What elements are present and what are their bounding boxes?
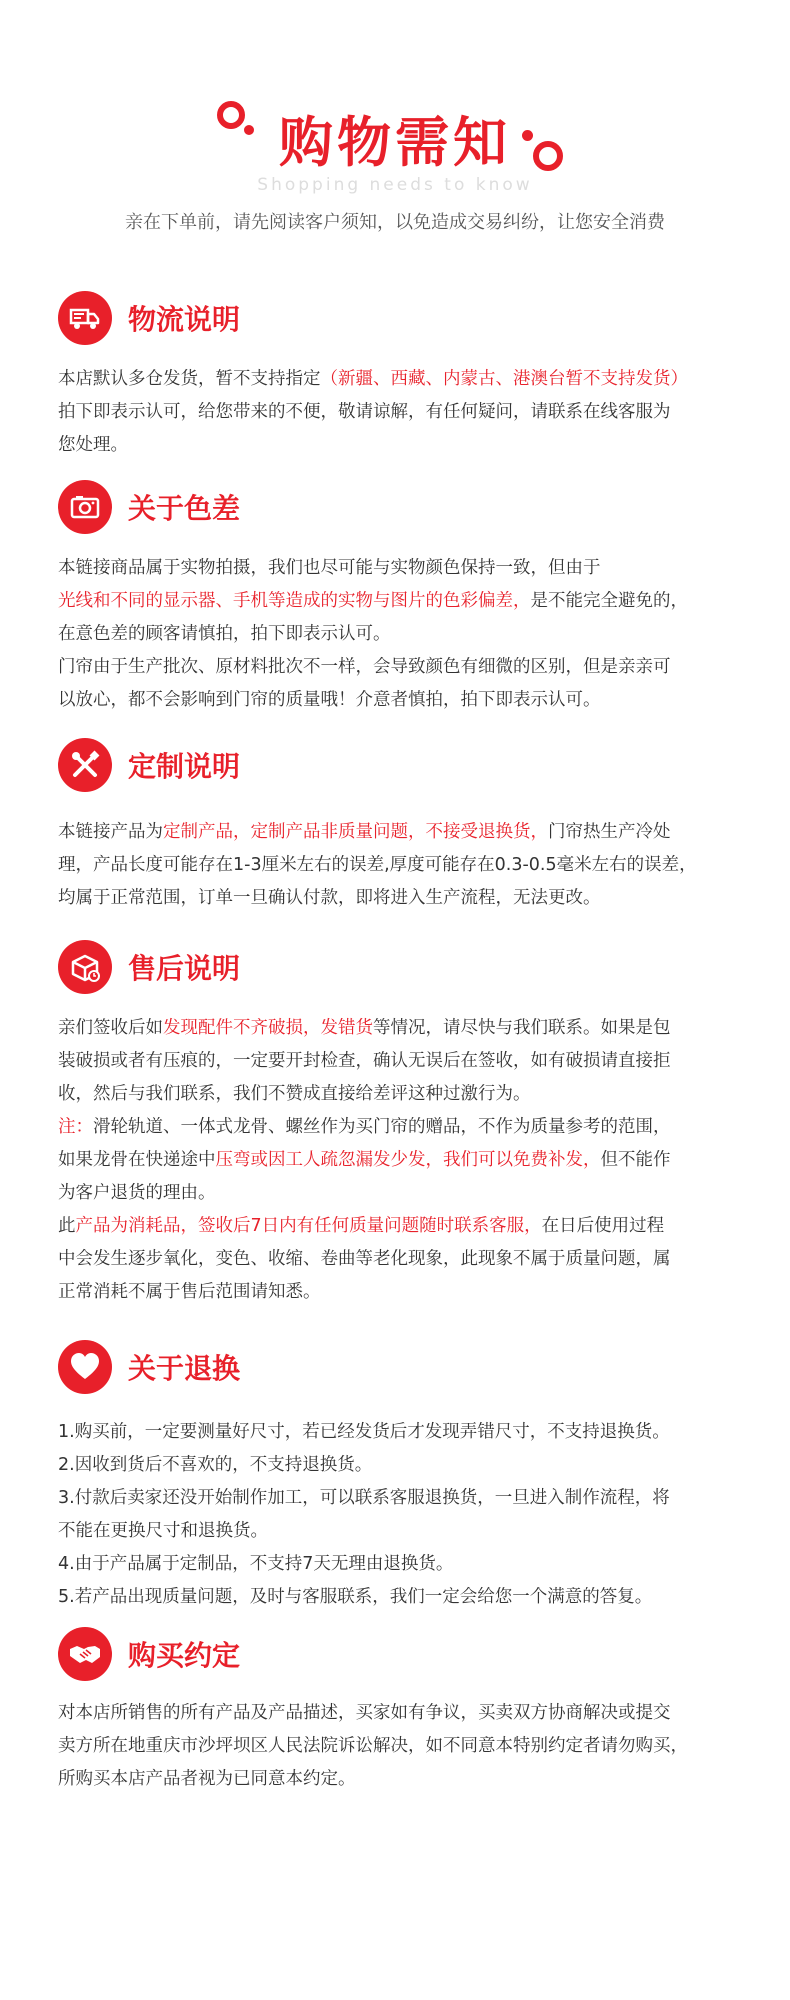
text-line xyxy=(58,1243,748,1276)
section-body xyxy=(58,363,748,462)
text-line xyxy=(58,1548,748,1581)
section-header xyxy=(58,1340,748,1394)
text-line xyxy=(58,1276,748,1309)
text-line xyxy=(58,1210,748,1243)
tools-icon xyxy=(58,738,112,792)
body-text: 理，产品长度可能存在1-3厘米左右的误差,厚度可能存在0.3-0.5毫米左右的误差， xyxy=(58,855,697,875)
highlight-text: 光线和不同的显示器、手机等造成的实物与图片的色彩偏差， xyxy=(58,591,531,611)
text-line xyxy=(58,396,748,429)
section-4 xyxy=(58,940,748,1309)
section-header xyxy=(58,940,748,994)
section-header xyxy=(58,1627,748,1681)
body-text: 均属于正常范围，订单一旦确认付款，即将进入生产流程，无法更改。 xyxy=(58,888,601,908)
body-text: 滑轮轨道、一体式龙骨、螺丝作为买门帘的赠品，不作为质量参考的范围， xyxy=(93,1117,671,1137)
body-text: 您处理。 xyxy=(58,435,128,455)
text-line xyxy=(58,816,748,849)
highlight-text: 发现配件不齐破损，发错货 xyxy=(163,1018,373,1038)
highlight-text: 定制产品，定制产品非质量问题，不接受退换货， xyxy=(163,822,548,842)
text-line xyxy=(58,651,748,684)
body-text: 2.因收到货后不喜欢的，不支持退换货。 xyxy=(58,1455,373,1475)
body-text: 收，然后与我们联系，我们不赞成直接给差评这种过激行为。 xyxy=(58,1084,531,1104)
highlight-text: 产品为消耗品，签收后7日内有任何质量问题随时联系客服， xyxy=(75,1216,542,1236)
section-body xyxy=(58,1697,748,1796)
section-header xyxy=(58,480,748,534)
truck-icon xyxy=(58,291,112,345)
text-line xyxy=(58,1012,748,1045)
section-body xyxy=(58,552,748,717)
highlight-text: 注： xyxy=(58,1117,93,1137)
section-header xyxy=(58,291,748,345)
body-text: 本链接商品属于实物拍摄，我们也尽可能与实物颜色保持一致，但由于 xyxy=(58,558,601,578)
body-text: 1.购买前，一定要测量好尺寸，若已经发货后才发现弄错尺寸，不支持退换货。 xyxy=(58,1422,670,1442)
body-text: 拍下即表示认可，给您带来的不便，敬请谅解，有任何疑问，请联系在线客服为 xyxy=(58,402,671,422)
section-title: 关于退换 xyxy=(128,1352,241,1385)
text-line xyxy=(58,1416,748,1449)
text-line xyxy=(58,1482,748,1515)
text-line xyxy=(58,1697,748,1730)
text-line xyxy=(58,552,748,585)
body-text: 但不能作 xyxy=(600,1150,671,1170)
page-title: 购物需知 xyxy=(279,111,511,174)
section-title: 购买约定 xyxy=(128,1639,241,1672)
section-3 xyxy=(58,738,748,915)
page-intro: 亲在下单前，请先阅读客户须知，以免造成交易纠纷，让您安全消费 xyxy=(125,212,665,233)
body-text: 卖方所在地重庆市沙坪坝区人民法院诉讼解决，如不同意本特别约定者请勿购买， xyxy=(58,1736,688,1756)
section-body xyxy=(58,816,748,915)
decor-dot-right xyxy=(522,130,533,141)
section-5 xyxy=(58,1340,748,1614)
section-title: 定制说明 xyxy=(128,750,241,783)
text-line xyxy=(58,849,748,882)
package-icon xyxy=(58,940,112,994)
section-title: 售后说明 xyxy=(128,952,241,985)
text-line xyxy=(58,1045,748,1078)
body-text: 本店默认多仓发货，暂不支持指定 xyxy=(58,369,321,389)
text-line xyxy=(58,882,748,915)
section-title: 物流说明 xyxy=(128,303,241,336)
section-title: 关于色差 xyxy=(128,492,241,525)
text-line xyxy=(58,684,748,717)
body-text: 正常消耗不属于售后范围请知悉。 xyxy=(58,1282,321,1302)
heart-icon xyxy=(58,1340,112,1394)
page-header xyxy=(0,0,790,240)
text-line xyxy=(58,1515,748,1548)
text-line xyxy=(58,1763,748,1796)
body-text: 4.由于产品属于定制品，不支持7天无理由退换货。 xyxy=(58,1554,454,1574)
section-2 xyxy=(58,480,748,717)
body-text: 为客户退货的理由。 xyxy=(58,1183,216,1203)
section-6 xyxy=(58,1627,748,1796)
handshake-icon xyxy=(58,1627,112,1681)
body-text: 如果龙骨在快递途中 xyxy=(58,1150,216,1170)
text-line xyxy=(58,1581,748,1614)
decor-ring-right xyxy=(533,141,563,171)
section-body xyxy=(58,1012,748,1309)
text-line xyxy=(58,1078,748,1111)
body-text: 对本店所销售的所有产品及产品描述，买家如有争议，买卖双方协商解决或提交 xyxy=(58,1703,671,1723)
body-text: 本链接产品为 xyxy=(58,822,163,842)
body-text: 3.付款后卖家还没开始制作加工，可以联系客服退换货，一旦进入制作流程，将 xyxy=(58,1488,670,1508)
text-line xyxy=(58,1449,748,1482)
text-line xyxy=(58,1730,748,1763)
text-line xyxy=(58,1177,748,1210)
body-text: 装破损或者有压痕的，一定要开封检查，确认无误后在签收，如有破损请直接拒 xyxy=(58,1051,671,1071)
body-text: 不能在更换尺寸和退换货。 xyxy=(58,1521,268,1541)
body-text: 等情况，请尽快与我们联系。如果是包 xyxy=(373,1018,671,1038)
body-text: 门帘由于生产批次、原材料批次不一样，会导致颜色有细微的区别，但是亲亲可 xyxy=(58,657,671,677)
text-line xyxy=(58,1144,748,1177)
body-text: 亲们签收后如 xyxy=(58,1018,163,1038)
section-1 xyxy=(58,291,748,462)
text-line xyxy=(58,618,748,651)
section-body xyxy=(58,1416,748,1614)
text-line xyxy=(58,363,748,396)
text-line xyxy=(58,1111,748,1144)
body-text: 此 xyxy=(58,1216,76,1236)
body-text: 5.若产品出现质量问题，及时与客服联系，我们一定会给您一个满意的答复。 xyxy=(58,1587,653,1607)
body-text: 门帘热生产冷处 xyxy=(548,822,671,842)
body-text: 是不能完全避免的， xyxy=(530,591,688,611)
body-text: 以放心，都不会影响到门帘的质量哦！介意者慎拍，拍下即表示认可。 xyxy=(58,690,601,710)
highlight-text: 压弯或因工人疏忽漏发少发，我们可以免费补发， xyxy=(215,1150,601,1170)
highlight-text: （新疆、西藏、内蒙古、港澳台暂不支持发货） xyxy=(320,369,688,389)
page-subtitle: Shopping needs to know xyxy=(257,175,533,195)
body-text: 中会发生逐步氧化，变色、收缩、卷曲等老化现象，此现象不属于质量问题，属 xyxy=(58,1249,671,1269)
body-text: 在意色差的顾客请慎拍，拍下即表示认可。 xyxy=(58,624,391,644)
text-line xyxy=(58,429,748,462)
body-text: 在日后使用过程 xyxy=(541,1216,665,1236)
body-text: 所购买本店产品者视为已同意本约定。 xyxy=(58,1769,356,1789)
camera-icon xyxy=(58,480,112,534)
text-line xyxy=(58,585,748,618)
section-header xyxy=(58,738,748,792)
